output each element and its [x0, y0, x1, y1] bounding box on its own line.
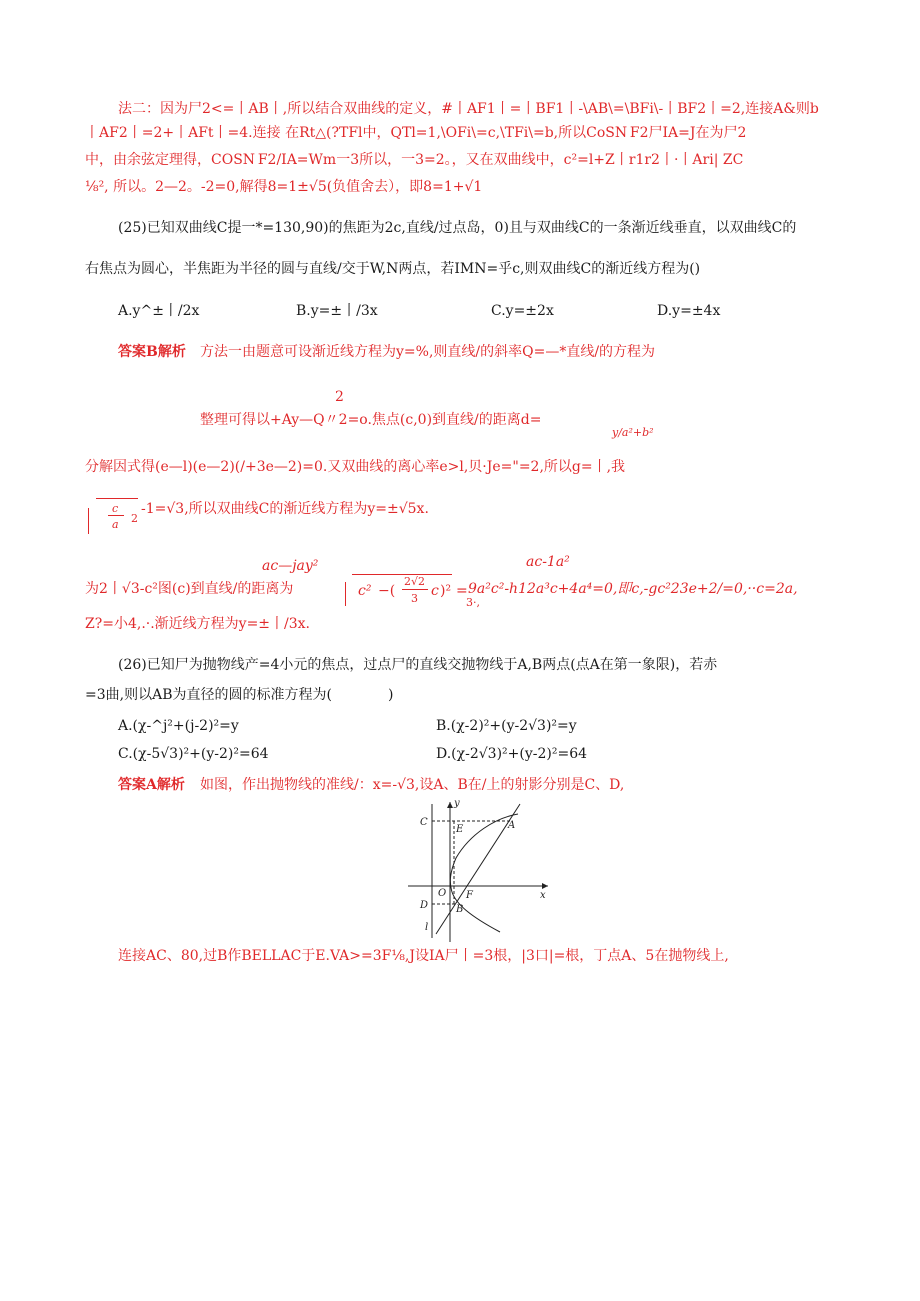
a25-inner-minus: −( [378, 583, 396, 599]
a25-denominator: y/a²+b² [612, 426, 654, 439]
a25-inner-close: )² [440, 583, 452, 599]
q25-line-2: 右焦点为圆心，半焦距为半径的圆与直线/交于W,N两点，若IMN=乎c,则双曲线C的渐近线方程为() [85, 261, 701, 277]
label-l: l [425, 922, 429, 933]
a25-frac3-top: ac-1a² [526, 554, 570, 570]
a25-sqrt-denominator: a [112, 518, 119, 531]
sqrt2-sign-top [352, 574, 452, 575]
a26-line-1: 如图，作出抛物线的准线/：x=-√3,设A、B在/上的射影分别是C、D, [200, 777, 625, 793]
a25-sqrt-numerator: c [112, 502, 119, 515]
a25-line-3: 分解因式得(e—l)(e—2)(/+3e—2)=0.又双曲线的离心率e>l,贝·Je="=2,所以g=丨,我 [85, 459, 626, 475]
label-b: B [456, 904, 464, 915]
y-axis-arrow [447, 802, 453, 808]
a25-frac-top: 2 [335, 389, 344, 405]
method2-line-3: 中，由余弦定理得，COSN F2/IA=Wm一3所以，一3=2。，又在双曲线中，c²=l+Z丨r1r2丨·丨Ari| ZC [85, 152, 744, 168]
a25-inner-tail: = [456, 583, 468, 599]
label-x: x [540, 890, 546, 901]
a25-line-5b: 9a²c²-h12a³c+4a⁴=0,即c,-gc²23e+2/=0,··c=2a, [468, 581, 798, 597]
label-f: F [466, 890, 473, 901]
a25-inner-c: c [431, 583, 439, 599]
q25-option-a: A.y^±丨/2x [118, 303, 200, 319]
sqrt-sign-top [96, 498, 138, 499]
a25-line-1: 方法一由题意可设渐近线方程为y=%,则直线/的斜率Q=—*直线/的方程为 [200, 344, 656, 360]
q25-option-c: C.y=±2x [491, 303, 554, 319]
a25-frac2-top: ac—jay² [262, 558, 319, 574]
a25-line-5a: 为2丨√3-c²图(c)到直线/的距离为 [85, 581, 294, 597]
parabola-figure [400, 796, 546, 942]
q25-option-d: D.y=±4x [657, 303, 721, 319]
a25-sqrt-exponent: 2 [131, 512, 138, 525]
label-y: y [454, 798, 460, 809]
q26-option-a: A.(χ-^j²+(j-2)²=y [118, 718, 239, 734]
a25-line-2: 整理可得以+Ay—Q〃2=o.焦点(c,0)到直线/的距离d= [200, 412, 542, 428]
a25-line-5c: 3·, [466, 596, 480, 609]
q25-line-1: (25)已知双曲线C提一*=130,90)的焦距为2c,直线/过点岛，0)且与双曲线C的一条渐近线垂直，以双曲线C的 [118, 220, 797, 236]
q26-option-b: B.(χ-2)²+(y-2√3)²=y [436, 718, 577, 734]
q26-option-c: C.(χ-5√3)²+(y-2)²=64 [118, 746, 269, 762]
label-c: C [420, 817, 428, 828]
q26-option-d: D.(χ-2√3)²+(y-2)²=64 [436, 746, 588, 762]
label-o: O [438, 888, 447, 899]
q25-option-b: B.y=±丨/3x [296, 303, 378, 319]
sqrt2-sign-left [345, 582, 346, 606]
label-e: E [456, 824, 464, 835]
a26-line-2: 连接AC、80,过B作BELLAC于E.VA>=3F⅛,J设IA尸丨=3根，|3口|=根，丁点A、5在抛物线上, [118, 948, 729, 964]
x-axis-arrow [542, 883, 548, 889]
label-a: A [508, 820, 516, 831]
a25-inner-numerator: 2√2 [404, 575, 426, 588]
sqrt-sign-left [88, 508, 89, 534]
method2-line-2: 丨AF2丨=2+丨AFt丨=4.连接 在Rt△(?TFl中，QTl=1,\OFi\=c,\TFi\=b,所以CoSN F2尸IA=J在为尸2 [85, 125, 747, 141]
method2-line-4: ⅛², 所以。2—2。-2=0,解得8=1±√5(负值舍去），即8=1+√1 [85, 179, 483, 195]
label-d: D [420, 900, 429, 911]
a25-inner-c2: c² [358, 583, 372, 599]
a25-inner-denominator: 3 [411, 592, 418, 605]
parabola-diagram [400, 796, 546, 942]
q26-line-1: (26)已知尸为抛物线产=4小元的焦点，过点尸的直线交抛物线于A,B两点(点A在第一象限)，若赤 [118, 657, 718, 673]
a25-line-4: -1=√3,所以双曲线C的渐近线方程为y=±√5x. [141, 501, 429, 517]
method2-line-1: 法二：因为尸2<=丨AB丨,所以结合双曲线的定义，#丨AF1丨=丨BF1丨-\AB\=\BFi\-丨BF2丨=2,连接A&则b [118, 101, 819, 117]
q26-line-2: =3曲,则以AB为直径的圆的标准方程为( ) [85, 687, 394, 703]
a25-line-6: Z?=小4,.·.渐近线方程为y=±丨/3x. [85, 616, 311, 632]
a26-label: 答案A解析 [118, 777, 185, 793]
a25-label: 答案B解析 [118, 344, 186, 360]
